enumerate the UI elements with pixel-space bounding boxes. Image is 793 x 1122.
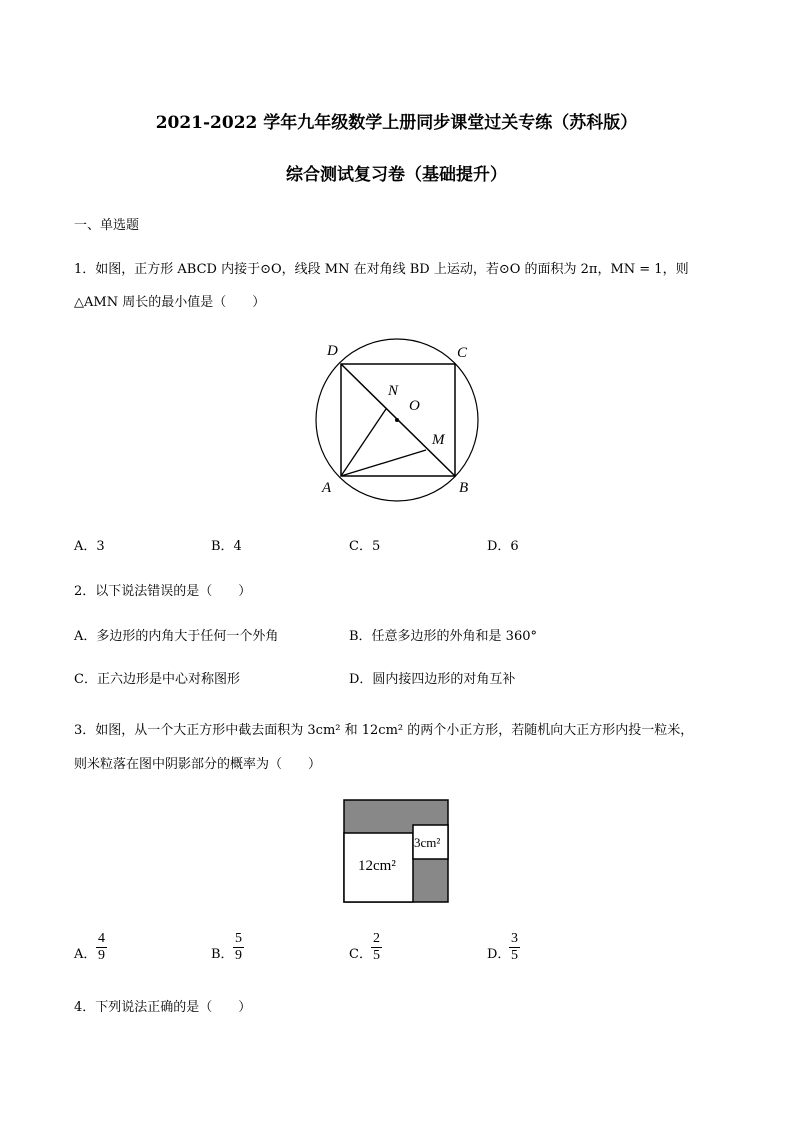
denominator: 5 [373, 948, 380, 963]
denominator: 5 [511, 948, 518, 963]
q3-option-a-label[interactable]: A． [74, 947, 97, 962]
q3-small-square-label: 3cm² [414, 835, 441, 850]
title-sub: 综合测试复习卷（基础提升） [286, 165, 507, 185]
section-heading: 一、单选题 [74, 218, 140, 233]
q3-option-d-fraction[interactable] [509, 931, 520, 964]
label-B: B [459, 480, 469, 496]
denominator: 9 [235, 948, 242, 963]
q3-option-c-label[interactable]: C． [349, 947, 372, 962]
q2-option-a[interactable]: A．多边形的内角大于任何一个外角 [74, 629, 279, 644]
label-A: A [322, 480, 332, 496]
q1-option-d[interactable]: D．6 [487, 539, 519, 554]
q3-large-square-label: 12cm² [358, 858, 396, 874]
title-main: 2021-2022 学年九年级数学上册同步课堂过关专练（苏科版） [155, 113, 638, 133]
q2-option-d[interactable]: D．圆内接四边形的对角互补 [349, 672, 516, 687]
q1-stem-line2: △AMN 周长的最小值是（ ） [74, 295, 266, 310]
q3-option-b-fraction[interactable] [233, 931, 244, 964]
q1-stem-line1: 1．如图，正方形 ABCD 内接于⊙O，线段 MN 在对角线 BD 上运动，若⊙O 的面积为 2π，MN = 1，则 [74, 262, 689, 277]
q4-stem: 4．下列说法正确的是（ ） [74, 1000, 252, 1015]
q3-option-c-fraction[interactable] [371, 931, 382, 964]
numerator: 3 [511, 931, 518, 946]
label-C: C [457, 345, 468, 361]
label-M: M [432, 432, 445, 448]
label-O: O [409, 398, 420, 414]
q1-option-a[interactable]: A．3 [74, 539, 105, 554]
label-N: N [388, 383, 399, 399]
q2-stem: 2．以下说法错误的是（ ） [74, 584, 252, 599]
q1-option-b[interactable]: B．4 [211, 539, 242, 554]
q3-stem-line2: 则米粒落在图中阴影部分的概率为（ ） [74, 757, 322, 772]
numerator: 4 [98, 931, 105, 946]
q1-option-c[interactable]: C．5 [349, 539, 381, 554]
q3-option-d-label[interactable]: D． [487, 947, 511, 962]
q3-option-b-label[interactable]: B． [211, 947, 234, 962]
numerator: 2 [373, 931, 380, 946]
q3-option-a-fraction[interactable] [96, 931, 107, 964]
q2-option-b[interactable]: B．任意多边形的外角和是 360° [349, 629, 537, 644]
q3-stem-line1: 3．如图，从一个大正方形中截去面积为 3cm² 和 12cm² 的两个小正方形，若随机向大正方形内投一粒米， [74, 723, 694, 738]
label-D: D [327, 343, 338, 359]
denominator: 9 [98, 948, 105, 963]
q2-option-c[interactable]: C．正六边形是中心对称图形 [74, 672, 240, 687]
numerator: 5 [235, 931, 242, 946]
